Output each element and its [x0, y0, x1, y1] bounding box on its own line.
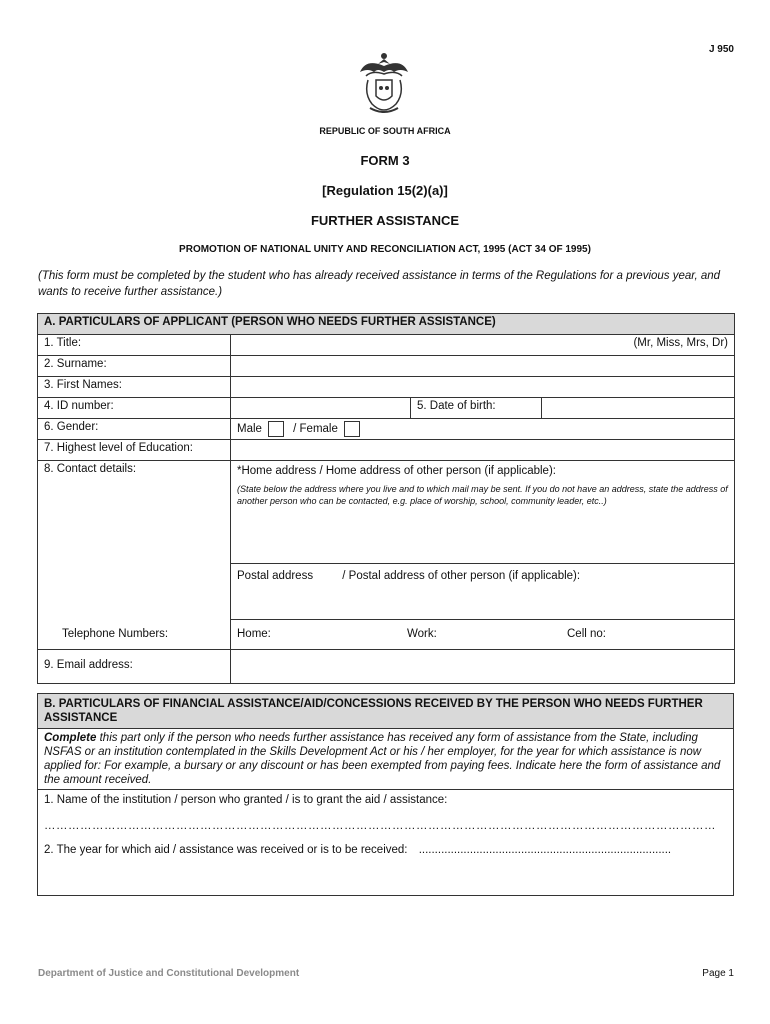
form-instruction: (This form must be completed by the student who has already received assistance in terms of the Regulations for a previous year, and wants to receive further assistance.) [38, 270, 721, 298]
question-1-label: 1. Name of the institution / person who granted / is to grant the aid / assistance: [44, 794, 448, 806]
surname-label: 2. Surname: [38, 356, 231, 377]
regulation-reference: [Regulation 15(2)(a)] [322, 183, 448, 198]
cell-phone-label: Cell no: [567, 628, 606, 640]
postal-address-field[interactable] [231, 564, 735, 620]
section-b-intro-bold: Complete [44, 732, 97, 744]
title-options: (Mr, Miss, Mrs, Dr) [633, 337, 729, 349]
title-field[interactable] [231, 335, 735, 356]
page-number: Page 1 [702, 968, 734, 979]
telephone-label: Telephone Numbers: [38, 620, 231, 650]
question-2-label: 2. The year for which aid / assistance was received or is to be received: [44, 844, 408, 856]
postal-address-label: Postal address [237, 570, 314, 582]
form-number: FORM 3 [360, 153, 410, 168]
gender-field [231, 419, 735, 440]
form-heading: FURTHER ASSISTANCE [310, 213, 460, 228]
dob-label: 5. Date of birth: [411, 398, 542, 419]
section-b-title: B. PARTICULARS OF FINANCIAL ASSISTANCE/AID/CONCESSIONS RECEIVED BY THE PERSON WHO NEEDS FURTHER ASSISTANCE [38, 694, 734, 729]
email-label: 9. Email address: [38, 650, 231, 684]
section-a-title: A. PARTICULARS OF APPLICANT (PERSON WHO NEEDS FURTHER ASSISTANCE) [38, 314, 735, 335]
email-field[interactable] [231, 650, 735, 684]
surname-field[interactable] [231, 356, 735, 377]
home-address-note: (State below the address where you live and to which mail may be sent. If you do not have an address, state the address of another person who can be contacted, e.g. place of worship, school, community leader, etc..) [237, 484, 728, 506]
home-address-label: *Home address / Home address of other person (if applicable): [237, 465, 556, 477]
contact-label-spacer [38, 564, 231, 620]
postal-other-label: / Postal address of other person (if applicable): [342, 570, 581, 582]
contact-label: 8. Contact details: [38, 461, 231, 564]
gender-label: 6. Gender: [38, 419, 231, 440]
home-phone-label: Home: [237, 628, 271, 640]
telephone-field[interactable] [231, 620, 735, 650]
id-number-field[interactable] [231, 398, 411, 419]
male-label: Male [237, 423, 262, 436]
section-b-table [37, 693, 734, 896]
republic-label: REPUBLIC OF SOUTH AFRICA [319, 126, 451, 136]
footer-department: Department of Justice and Constitutional Development [38, 968, 300, 979]
form-id: J 950 [708, 44, 734, 55]
section-b-intro-text: this part only if the person who needs further assistance has received any form of assistance from the State, including NSFAS or an institution contemplated in the Skills Development Act or his / her employer, for the year for which assistance is now applied for: For example, a bursary or any discount or has been exempted from paying fees. Indicate here the form of assistance and the amount received. [44, 732, 721, 786]
female-checkbox[interactable] [344, 421, 360, 437]
section-b-questions[interactable] [38, 790, 734, 896]
male-checkbox[interactable] [268, 421, 284, 437]
first-names-label: 3. First Names: [38, 377, 231, 398]
first-names-field[interactable] [231, 377, 735, 398]
coat-of-arms-icon [356, 50, 412, 120]
id-number-label: 4. ID number: [38, 398, 231, 419]
section-a-table [37, 313, 735, 684]
question-2-answer-line[interactable]: ............................................................................... [418, 844, 672, 856]
title-label: 1. Title: [38, 335, 231, 356]
section-b-intro [38, 729, 734, 790]
female-label: / Female [293, 423, 338, 436]
question-1-answer-line[interactable]: …………………………………………………………………………………………………………………………………………………… [44, 820, 716, 832]
education-label: 7. Highest level of Education: [38, 440, 231, 461]
work-phone-label: Work: [407, 628, 437, 640]
act-title: PROMOTION OF NATIONAL UNITY AND RECONCILIATION ACT, 1995 (ACT 34 OF 1995) [179, 244, 591, 255]
education-field[interactable] [231, 440, 735, 461]
dob-field[interactable] [542, 398, 735, 419]
home-address-field[interactable] [231, 461, 735, 564]
